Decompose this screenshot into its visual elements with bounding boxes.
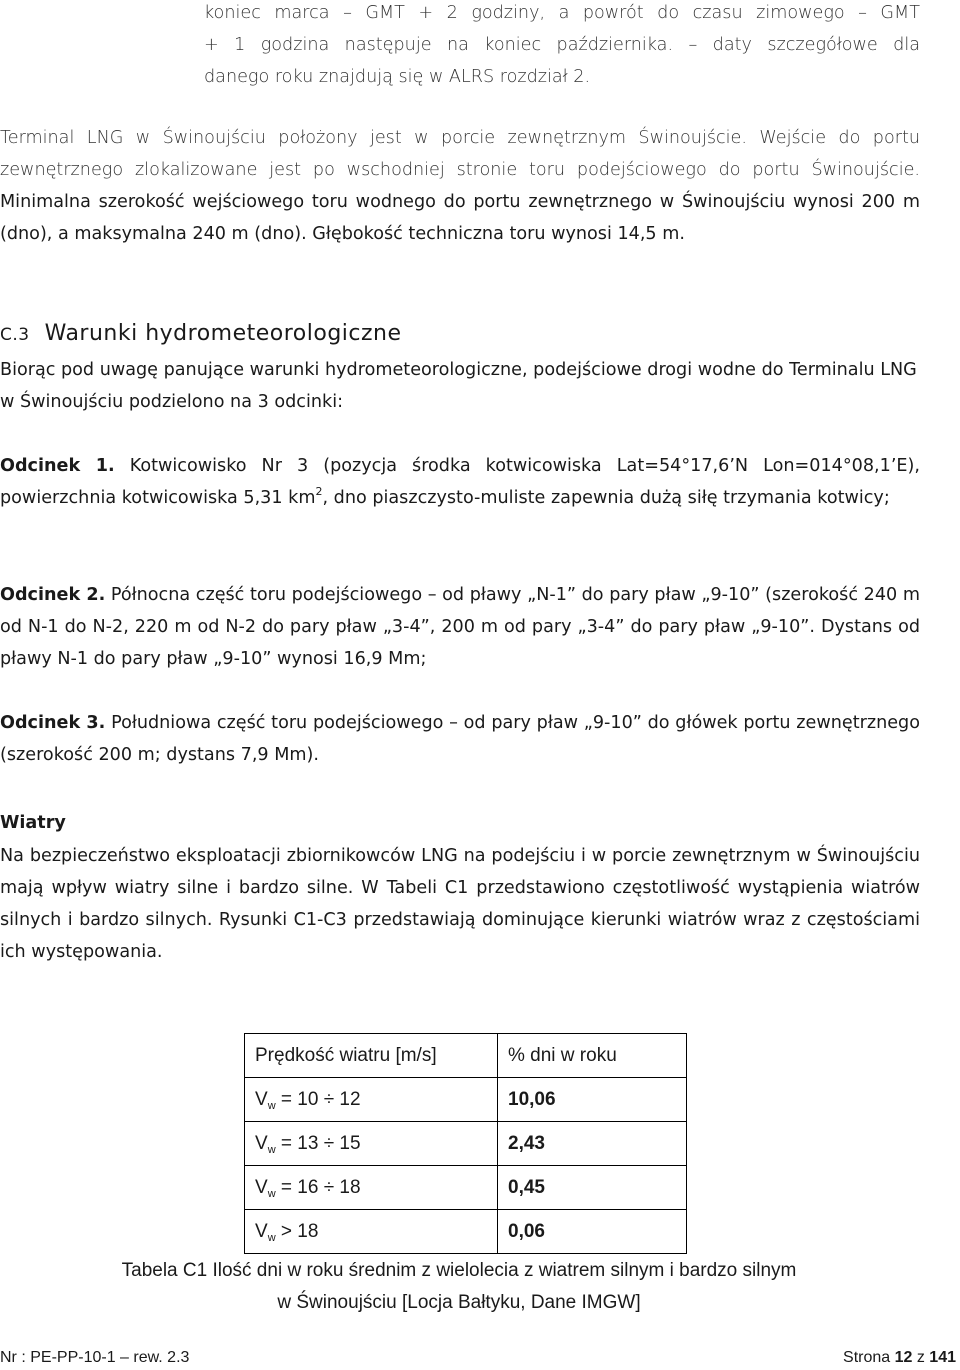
speed-subscript: w xyxy=(267,1231,276,1244)
odcinek-text: , dno piaszczysto-muliste zapewnia dużą siłę trzymania kotwicy; xyxy=(322,488,890,508)
table-cell xyxy=(245,1210,498,1254)
wiatry-paragraph xyxy=(0,840,920,968)
wiatry-heading xyxy=(0,807,920,839)
wiatry-text: Na bezpieczeństwo eksploatacji zbiornikowców LNG na podejściu i w porcie zewnętrznym w Świnoujściu mają wpływ wiatry silne i bardzo silne. W Tabeli C1 przedstawiono częstotliwość wystąpienia wiatrów silnych i bardzo silnych. Rysunki C1-C3 przedstawiają dominujące kierunki wiatrów wraz z częstościami ich występowania. xyxy=(0,846,920,962)
table-row xyxy=(245,1166,687,1210)
table-cell: 10,06 xyxy=(498,1078,687,1122)
table-row xyxy=(245,1210,687,1254)
table-header: Prędkość wiatru [m/s] xyxy=(245,1034,498,1078)
table-cell xyxy=(245,1166,498,1210)
caption-line: Tabela C1 Ilość dni w roku średnim z wielolecia z wiatrem silnym i bardzo silnym xyxy=(121,1260,797,1281)
speed-subscript: w xyxy=(267,1143,276,1156)
table-cell xyxy=(245,1122,498,1166)
odcinek-2 xyxy=(0,579,920,675)
total-pages: 141 xyxy=(929,1349,956,1366)
intro-line: + 1 godzina następuje na koniec października. – daty szczegółowe dla xyxy=(204,35,920,55)
speed-range: = 16 ÷ 18 xyxy=(275,1176,361,1198)
current-page: 12 xyxy=(894,1349,913,1366)
speed-range: = 10 ÷ 12 xyxy=(275,1088,361,1110)
page-separator: z xyxy=(912,1349,930,1366)
odcinek-label: Odcinek 3. xyxy=(0,713,106,733)
section-title: Warunki hydrometeorologiczne xyxy=(44,321,402,346)
wiatry-title: Wiatry xyxy=(0,813,66,833)
intro-line: koniec marca – GMT + 2 godziny, a powrót do czasu zimowego – GMT xyxy=(204,3,920,23)
terminal-paragraph xyxy=(0,122,920,250)
odcinek-1 xyxy=(0,450,920,514)
odcinek-text: Północna część toru podejściowego – od pławy „N-1” do pary pław „9-10” (szerokość 240 m od N-1 do N-2, 220 m od N-2 do pary pław „3-4”, 200 m od pary „3-4” do pary pław „9-10”. Dystans od pławy N-1 do pary pław „9-10” wynosi 16,9 Mm; xyxy=(0,585,920,669)
section-heading xyxy=(0,318,402,351)
document-number: Nr : PE-PP-10-1 – rew. 2.3 xyxy=(0,1349,190,1366)
table-row xyxy=(245,1078,687,1122)
odcinek-label: Odcinek 1. xyxy=(0,456,115,476)
odcinek-text: Kotwicowisko Nr 3 (pozycja środka kotwicowiska Lat=54°17,6’N Lon=014°08,1’E), powierzchnia kotwicowiska 5,31 km xyxy=(0,456,920,508)
table-header: % dni w roku xyxy=(498,1034,687,1078)
terminal-text-a: Terminal LNG w Świnoujściu położony jest w porcie zewnętrznym Świnoujście. Wejście do portu zewnętrznego zlokalizowane jest po wschodniej stronie toru podejściowego do portu Świnoujście. xyxy=(0,128,920,180)
odcinek-3 xyxy=(0,707,920,771)
speed-subscript: w xyxy=(267,1187,276,1200)
table-row xyxy=(245,1122,687,1166)
terminal-text-b: Minimalna szerokość wejściowego toru wodnego do portu zewnętrznego w Świnoujściu wynosi 200 m (dno), a maksymalna 240 m (dno). Głębokość techniczna toru wynosi 14,5 m. xyxy=(0,192,920,244)
speed-symbol: V xyxy=(255,1220,268,1242)
table-caption xyxy=(0,1255,918,1319)
table-header-row xyxy=(245,1034,687,1078)
speed-range: = 13 ÷ 15 xyxy=(275,1132,361,1154)
section-intro-text: Biorąc pod uwagę panujące warunki hydrometeorologiczne, podejściowe drogi wodne do Terminalu LNG w Świnoujściu podzielono na 3 odcinki: xyxy=(0,360,917,412)
caption-line: w Świnoujściu [Locja Bałtyku, Dane IMGW] xyxy=(277,1292,641,1313)
odcinek-text: Południowa część toru podejściowego – od pary pław „9-10” do główek portu zewnętrznego (szerokość 200 m; dystans 7,9 Mm). xyxy=(0,713,920,765)
speed-symbol: V xyxy=(255,1176,268,1198)
intro-line: danego roku znajdują się w ALRS rozdział 2. xyxy=(204,67,591,87)
intro-paragraph xyxy=(204,0,920,93)
odcinek-label: Odcinek 2. xyxy=(0,585,106,605)
page-prefix: Strona xyxy=(843,1349,895,1366)
speed-symbol: V xyxy=(255,1088,268,1110)
table-cell: 0,45 xyxy=(498,1166,687,1210)
section-intro xyxy=(0,354,920,418)
superscript: 2 xyxy=(315,485,323,499)
page-number xyxy=(843,1346,956,1370)
wind-table xyxy=(244,1033,687,1254)
table-cell: 0,06 xyxy=(498,1210,687,1254)
speed-range: > 18 xyxy=(275,1220,319,1242)
speed-subscript: w xyxy=(267,1099,276,1112)
speed-symbol: V xyxy=(255,1132,268,1154)
section-number: C.3 xyxy=(0,325,30,345)
table-cell: 2,43 xyxy=(498,1122,687,1166)
table-cell xyxy=(245,1078,498,1122)
